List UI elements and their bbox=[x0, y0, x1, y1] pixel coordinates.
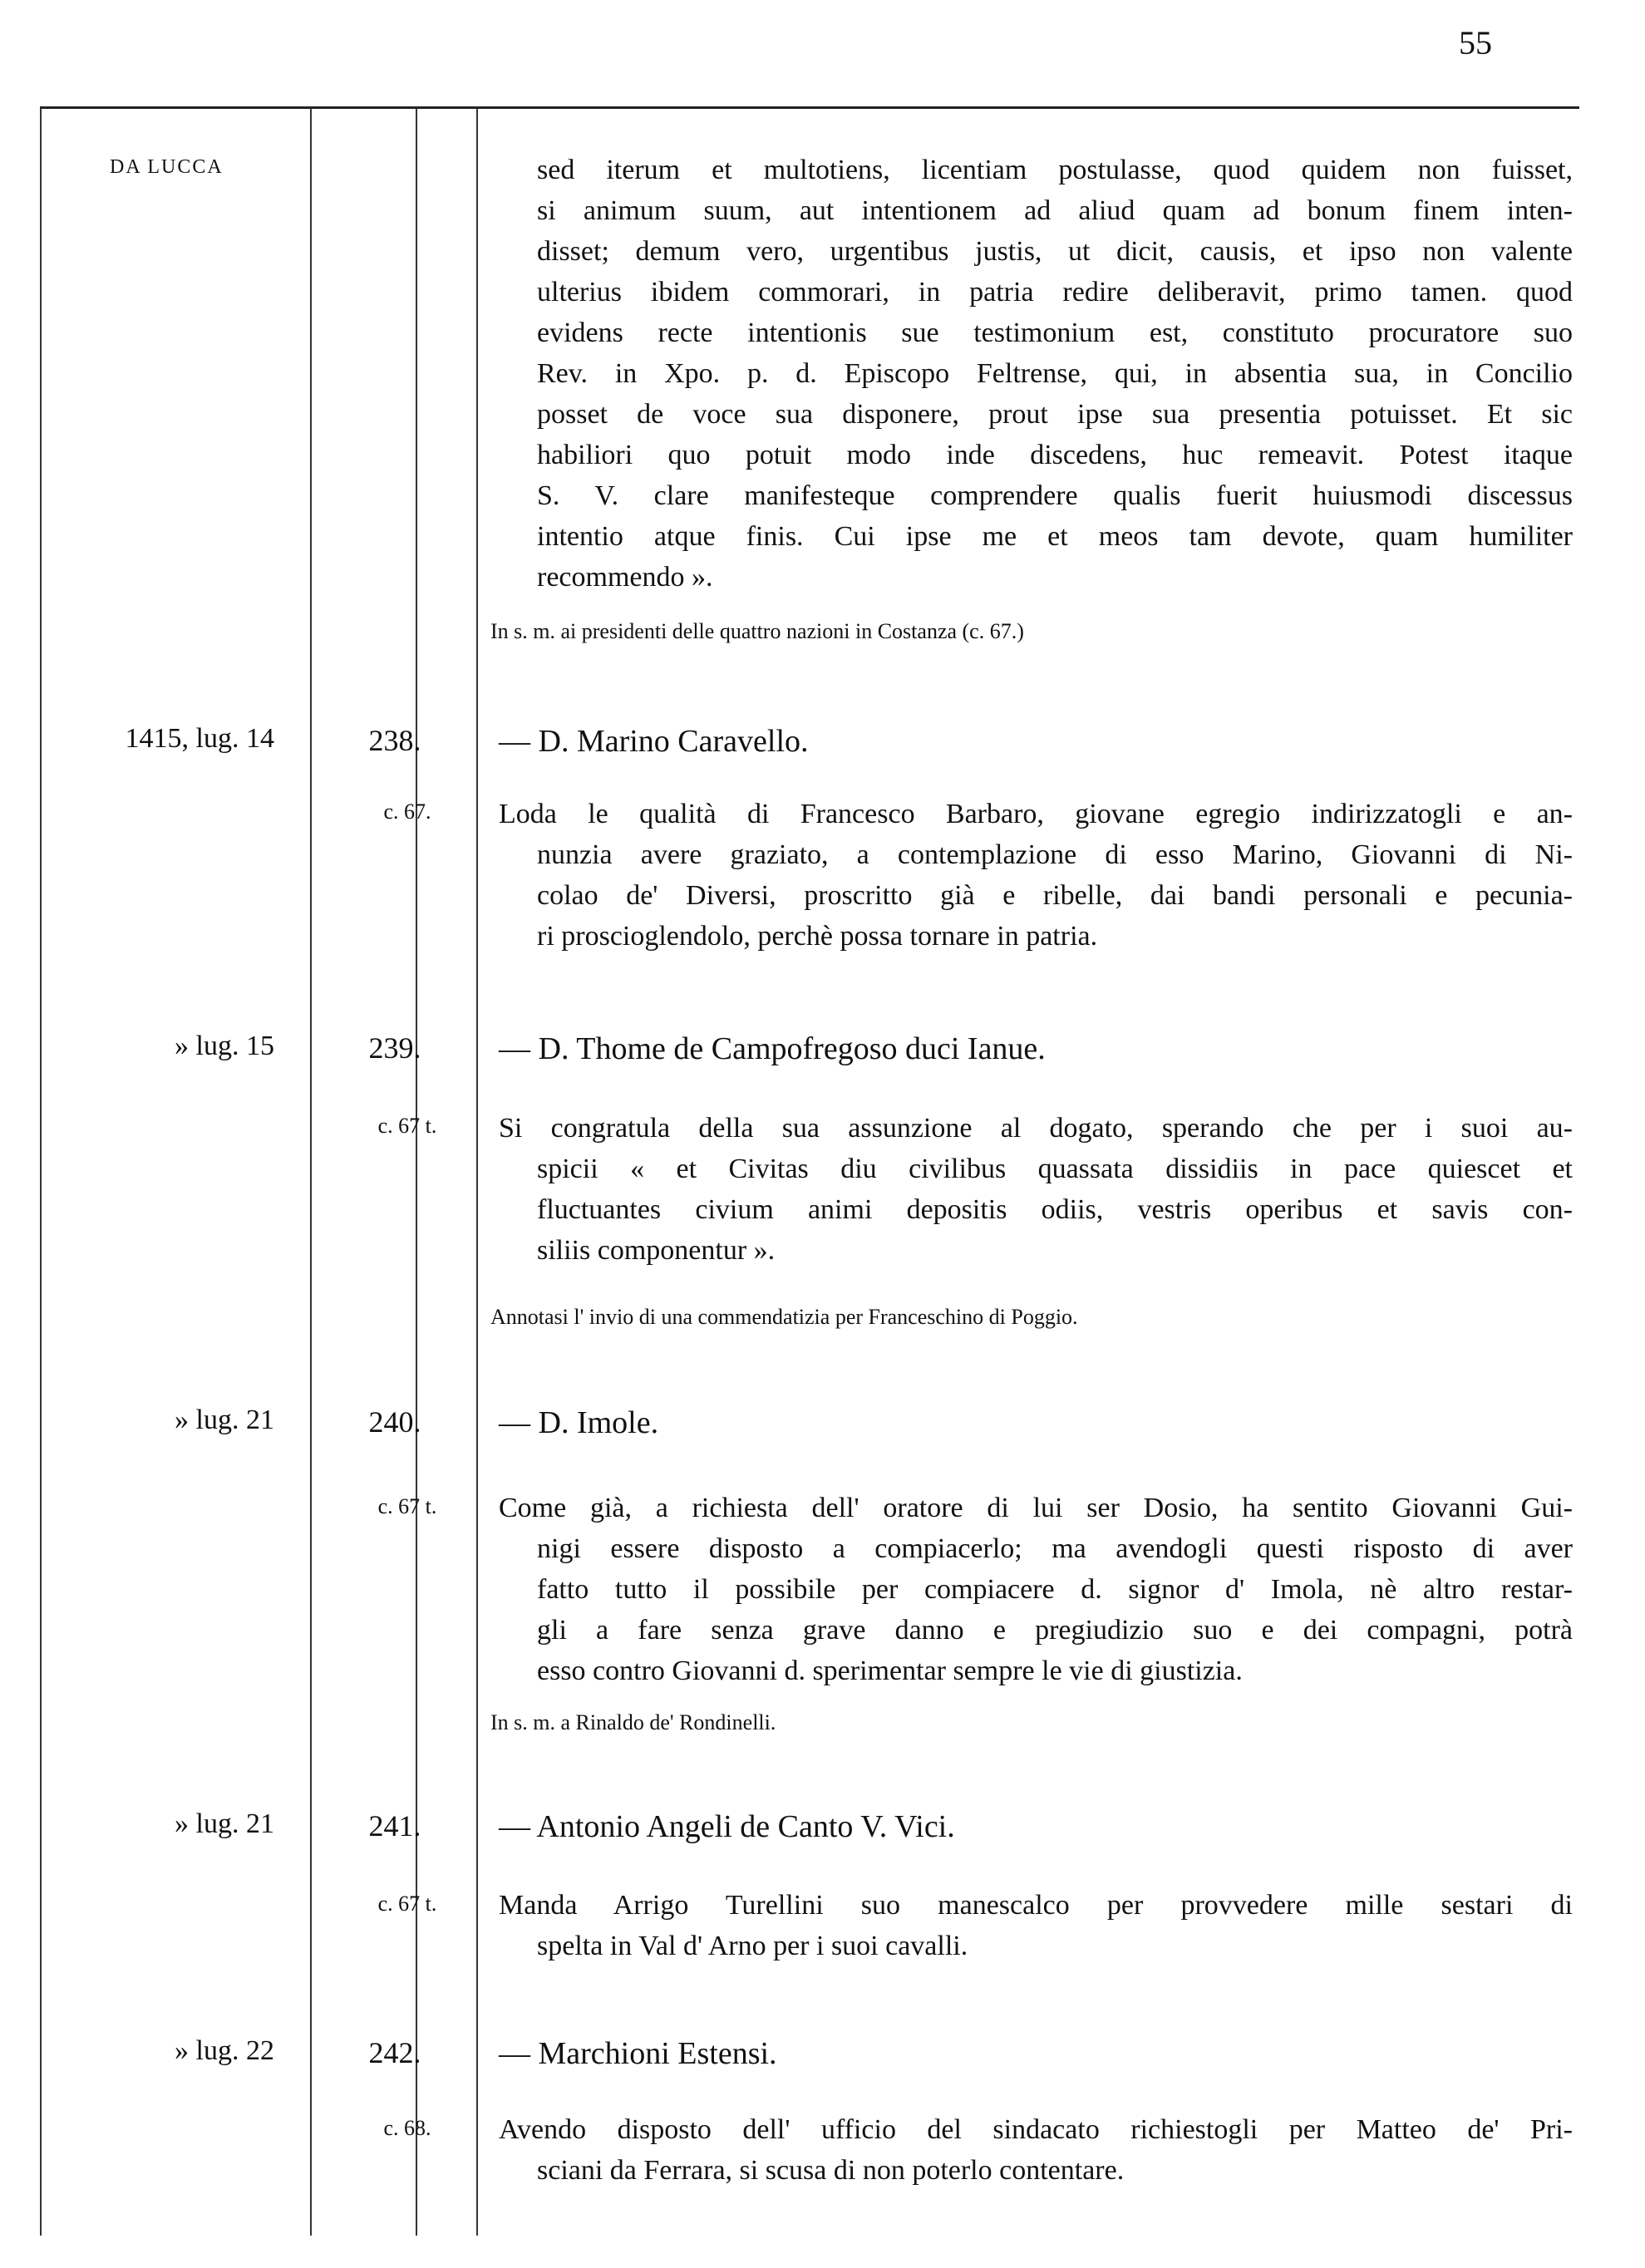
entry-folio: c. 67 t. bbox=[377, 1494, 437, 1518]
column-rule-date bbox=[310, 108, 312, 2236]
text-line: Come già, a richiesta dell' oratore di lui ser Dosio, ha sentito Giovanni Gui- bbox=[499, 1493, 1573, 1523]
continuation-text bbox=[537, 150, 1573, 598]
text-line: si animum suum, aut intentionem ad aliud quam ad bonum finem inten- bbox=[537, 195, 1573, 226]
entry-summary bbox=[499, 2109, 1573, 2191]
entry-addressee: — D. Thome de Campofregoso duci Ianue. bbox=[499, 1031, 1046, 1066]
entry-date: 1415, lug. 14 bbox=[125, 723, 274, 754]
text-line: siliis componentur ». bbox=[537, 1235, 776, 1266]
text-line: nigi essere disposto a compiacerlo; ma avendogli questi risposto di aver bbox=[537, 1533, 1573, 1564]
text-line: sed iterum et multotiens, licentiam postulasse, quod quidem non fuisset, bbox=[537, 155, 1573, 185]
entry-note: In s. m. a Rinaldo de' Rondinelli. bbox=[490, 1710, 776, 1734]
entry-date: » lug. 22 bbox=[175, 2035, 274, 2066]
text-line: Si congratula della sua assunzione al dogato, sperando che per i suoi au- bbox=[499, 1113, 1573, 1144]
entry-note: Annotasi l' invio di una commendatizia per Franceschino di Poggio. bbox=[490, 1305, 1078, 1329]
text-line: posset de voce sua disponere, prout ipse sua presentia potuisset. Et sic bbox=[537, 399, 1573, 430]
text-line: fluctuantes civium animi depositis odiis, vestris operibus et savis con- bbox=[537, 1194, 1573, 1225]
entry-folio: c. 67 t. bbox=[377, 1114, 437, 1138]
text-line: nunzia avere graziato, a contemplazione di esso Marino, Giovanni di Ni- bbox=[537, 839, 1573, 870]
text-line: gli a fare senza grave danno e pregiudizio suo e dei compagni, potrà bbox=[537, 1615, 1573, 1646]
text-line: ri proscioglendolo, perchè possa tornare in patria. bbox=[537, 921, 1098, 952]
text-line: habiliori quo potuit modo inde discedens, huc remeavit. Potest itaque bbox=[537, 440, 1573, 470]
column-rule-number bbox=[416, 108, 417, 2236]
entry-date: » lug. 15 bbox=[175, 1031, 274, 1061]
entry-addressee: — Marchioni Estensi. bbox=[499, 2036, 777, 2071]
running-head: DA LUCCA bbox=[110, 156, 224, 178]
text-line: Manda Arrigo Turellini suo manescalco per provvedere mille sestari di bbox=[499, 1890, 1573, 1921]
text-line: sciani da Ferrara, si scusa di non poterlo contentare. bbox=[537, 2155, 1125, 2186]
header-rule bbox=[40, 106, 1579, 109]
entry-folio: c. 67 t. bbox=[377, 1892, 437, 1916]
text-line: disset; demum vero, urgentibus justis, ut dicit, causis, et ipso non valente bbox=[537, 236, 1573, 267]
entry-number: 241. bbox=[368, 1809, 421, 1842]
continuation-note: In s. m. ai presidenti delle quattro nazioni in Costanza (c. 67.) bbox=[490, 619, 1024, 643]
column-rule-text bbox=[476, 108, 478, 2236]
entry-addressee: — D. Marino Caravello. bbox=[499, 724, 809, 759]
page-number: 55 bbox=[1459, 24, 1492, 61]
entry-number: 240. bbox=[368, 1405, 421, 1439]
entry-addressee: — D. Imole. bbox=[499, 1405, 659, 1440]
text-line: ulterius ibidem commorari, in patria redire deliberavit, primo tamen. quod bbox=[537, 277, 1573, 307]
column-rule-left bbox=[40, 108, 42, 2236]
entry-summary bbox=[499, 1108, 1573, 1271]
text-line: spicii « et Civitas diu civilibus quassata dissidiis in pace quiescet et bbox=[537, 1154, 1573, 1184]
entry-date: » lug. 21 bbox=[175, 1808, 274, 1839]
text-line: spelta in Val d' Arno per i suoi cavalli. bbox=[537, 1931, 968, 1961]
entry-summary bbox=[499, 794, 1573, 957]
entry-summary bbox=[499, 1488, 1573, 1691]
text-line: intentio atque finis. Cui ipse me et meos tam devote, quam humiliter bbox=[537, 521, 1573, 552]
entry-addressee: — Antonio Angeli de Canto V. Vici. bbox=[499, 1809, 955, 1844]
entry-number: 242. bbox=[368, 2036, 421, 2069]
entry-number: 239. bbox=[368, 1031, 421, 1065]
text-line: esso contro Giovanni d. sperimentar sempre le vie di giustizia. bbox=[537, 1655, 1243, 1686]
text-line: recommendo ». bbox=[537, 562, 713, 593]
entry-number: 238. bbox=[368, 724, 421, 757]
text-line: Loda le qualità di Francesco Barbaro, giovane egregio indirizzatogli e an- bbox=[499, 799, 1573, 829]
text-line: Avendo disposto dell' ufficio del sindacato richiestogli per Matteo de' Pri- bbox=[499, 2114, 1573, 2145]
entry-folio: c. 68. bbox=[383, 2116, 431, 2140]
text-line: fatto tutto il possibile per compiacere d. signor d' Imola, nè altro restar- bbox=[537, 1574, 1573, 1605]
text-line: S. V. clare manifesteque comprendere qualis fuerit huiusmodi discessus bbox=[537, 480, 1573, 511]
entry-folio: c. 67. bbox=[383, 799, 431, 824]
text-line: colao de' Diversi, proscritto già e ribelle, dai bandi personali e pecunia- bbox=[537, 880, 1573, 911]
text-line: Rev. in Xpo. p. d. Episcopo Feltrense, qui, in absentia sua, in Concilio bbox=[537, 358, 1573, 389]
text-line: evidens recte intentionis sue testimonium est, constituto procuratore suo bbox=[537, 317, 1573, 348]
entry-date: » lug. 21 bbox=[175, 1405, 274, 1435]
entry-summary bbox=[499, 1885, 1573, 1966]
